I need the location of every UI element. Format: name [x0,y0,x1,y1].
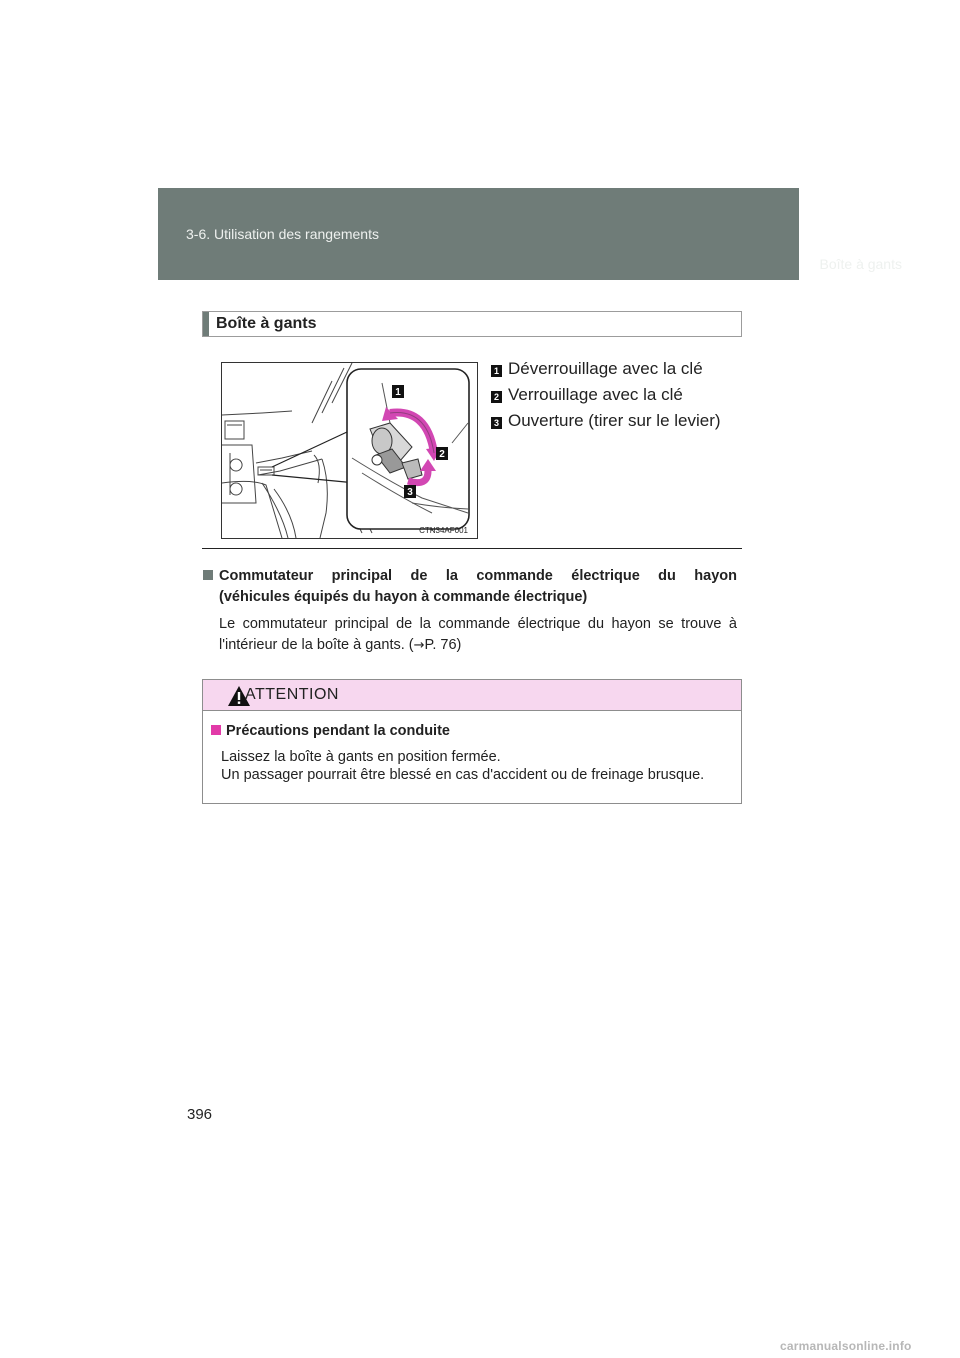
callout-3-label: 3 [407,487,413,498]
illustration-code: CTN34AF001 [419,526,468,535]
note-body [203,614,737,656]
note-title-line2: (véhicules équipés du hayon à commande électrique) [219,589,588,605]
legend-number-1: 1 [491,365,502,377]
section-divider [202,548,742,549]
page-reference[interactable]: P. 76) [424,637,462,653]
note-body-part1: Le commutateur principal de la commande électrique du hayon se trouve à l'intérieur de la boîte à gants. ( [219,616,737,653]
section-title-bar [203,312,209,336]
legend-number-2: 2 [491,391,502,403]
warning-text-line2: Un passager pourrait être blessé en cas d'accident ou de freinage brusque. [221,767,705,783]
callout-2-label: 2 [439,449,445,460]
warning-title: ATTENTION [245,686,339,703]
page-number: 396 [187,1106,213,1123]
note-title-line1: Commutateur principal de la commande électrique du hayon [219,568,737,584]
legend-text-1: Déverrouillage avec la clé [508,359,703,378]
square-bullet-icon [211,725,221,735]
legend-text-3: Ouverture (tirer sur le levier) [508,411,721,430]
warning-subtitle-row [211,723,450,739]
callout-1 [392,385,404,398]
warning-text-line1: Laissez la boîte à gants en position fermée. [221,749,501,765]
legend-number-3: 3 [491,417,502,429]
warning-header [203,680,741,711]
note-title [203,566,737,608]
dashboard-drawing [222,363,477,538]
watermark: carmanualsonline.info [780,1339,912,1353]
header-topic-title: Boîte à gants [819,256,902,272]
callout-2 [436,447,448,460]
callout-3 [404,485,416,498]
header-section-title: 3-6. Utilisation des rangements [186,226,379,242]
warning-box [202,679,742,804]
callout-1-label: 1 [395,387,401,398]
power-liftgate-note [203,566,737,656]
glove-box-illustration [221,362,478,539]
section-title: Boîte à gants [216,315,317,332]
section-title-box [202,311,742,337]
legend-text-2: Verrouillage avec la clé [508,385,683,404]
arrow-right-icon: → [413,638,425,653]
warning-subtitle: Précautions pendant la conduite [226,723,450,739]
square-bullet-icon [203,570,213,580]
